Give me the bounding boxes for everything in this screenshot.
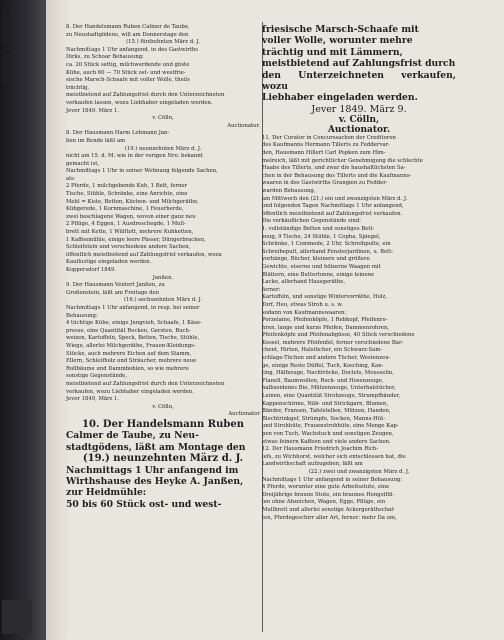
right-column-line: Flanell, Baumwollen, Rock- und Hosenzeuge, <box>262 377 384 384</box>
right-column-line: chent, Hirten, Halstücher, ein Schwarz-Sam- <box>262 347 383 354</box>
left-column-line: Kübgerede, 1 Kornmaschine, 1 Feuerherde, <box>66 206 184 213</box>
right-column-line: 4 Pferde, worunter eine gute Arbeitsstute, eine <box>262 484 390 491</box>
left-column-line: Schleifstein und verschiedene andere Sachen, <box>66 244 191 251</box>
left-column-line: Janßen. <box>152 274 174 281</box>
right-column-line: Haabe des Tillerts, und zwar die haushaltlichsten Sa- <box>262 165 406 172</box>
left-column-line: verkaufen lassen, wozu Liebhaber eingeladen werden. <box>66 99 213 106</box>
right-column-line: halbseidenes Bio, Mützenzeuge, Unterhalstücher, <box>262 385 396 392</box>
right-column-line: chen in der Behausung des Tillerts und die Kaufmanns- <box>262 172 412 179</box>
left-column-line: Kühe, auch 60 — 70 Stück ost- und westfrie- <box>66 69 186 76</box>
right-column-line: 12. Der Hausmann Friedrich Joachim Rich- <box>262 446 379 453</box>
left-column-line: Ellern, Schleifholz und Sträucher, mehrere neue <box>66 358 197 365</box>
right-column-line: Dreijährige braune Stute, ein braunes Hengstfül- <box>262 491 395 498</box>
left-column-line: ca. 20 Stück settig, milchwerdende und güste <box>66 61 190 68</box>
right-column-line: Kessel, mehrere Pfeifenfel, ferner verschiedene Bar- <box>262 339 404 346</box>
left-column-line: Jever 1849, März 1. <box>66 396 120 403</box>
left-column-line: 8. Der Hausmann Harm Lohmann Jan- <box>66 130 170 137</box>
left-column-line: Koppersdorf 1849. <box>66 267 117 273</box>
left-column-line: (16.) sechszehnten März d. J. <box>123 297 203 304</box>
right-column-line: am Mittwoch den (21.) ein und zwanzigsten März d. J. <box>262 195 408 202</box>
left-column-line: 10. Der Handelsmann Ruben <box>82 418 244 430</box>
left-column-line: gemacht ist, <box>66 160 100 167</box>
left-column-line: zur Heidmühle: <box>66 487 147 499</box>
spine-label-8: 8 <box>4 8 13 42</box>
right-column-line: hren, lange und kurze Pfeifen, Dammenrohren, <box>262 324 390 331</box>
left-column <box>66 24 260 510</box>
left-column-line: presse, eine Quantität Rocken, Gersten, Buch- <box>66 327 191 334</box>
left-column-line: Wiege, allerlei Milchgeräthe, Frauen-Kleidungs- <box>66 342 196 349</box>
right-column-line: Landwirthschaft aufzugeben, läßt am <box>262 461 363 468</box>
left-column-line: 1 Kaffeemühle, einige leere Fässer, Düngerbracken, <box>66 236 206 243</box>
left-column-line: zu Neustadtgödens, will am Donnerstage den <box>66 31 189 38</box>
left-column-line: stadtgödens, läßt am Montage den <box>66 441 246 453</box>
left-column-line: meistbietend auf Zahlungsfrist durch den Unterzeichneten <box>66 380 225 387</box>
left-column-line: als: <box>66 175 76 182</box>
binder-clip <box>2 600 32 634</box>
left-column-line: Mehl = Kiste, Betten, Küchen- und Milchgeräthe, <box>66 198 199 205</box>
left-column-line: Auctionator <box>228 411 260 418</box>
right-column-line: zeug, 9 Tische, 24 Stühle, 1 Copha, Spiegel, <box>262 233 381 240</box>
right-column-line: Leinen, eine Quantität Strohzeuge, Strumpfbänder, <box>262 393 401 400</box>
left-column-line: Nachmittags 1 Uhr anfangend, in resp. bei seiner <box>66 304 200 311</box>
left-column-line: Großenstein, läßt am Freitage den <box>66 289 160 296</box>
right-column-line: Gewichte, eiserne und hölzerne Waagen mit <box>262 263 381 270</box>
left-column-line: Behausung: <box>66 312 98 319</box>
right-column-line: meistbietend auf Zahlungsfrist durch <box>262 58 456 70</box>
right-column-line: Blättern, eine Buttertonne, einige leinene <box>262 271 375 278</box>
left-column-line: sonstige Gegenstände, <box>66 373 127 380</box>
left-column-line: Tische, Stühle, Schränke, eine Anrichte, eine <box>66 191 188 198</box>
spine-label-9: 9 <box>4 48 13 82</box>
right-column-line: Pfeifenköpfe und Pfeifenabgüsse, 40 Stück verschiedene <box>262 332 415 339</box>
right-column-line: Porzelaine, Pfeifenköpfe, 1 Rebkopf, Pfeifenro- <box>262 317 388 324</box>
right-column-line: Liebhaber eingeladen werden. <box>262 92 418 104</box>
right-column-line: Blechtrinkgef, Strümpfe, Socken, Manns-Hüt- <box>262 415 386 422</box>
book-binding-shadow <box>0 0 48 640</box>
left-column-line: nicht am 15. d. M. wie in der vorigen Nro. bekannt <box>66 153 203 160</box>
right-column-line: öffentlich meistbietend auf Zahlungsfrist verkaufen. <box>262 210 403 217</box>
right-column-line: Torf, Heu, etwas Stroh u. s. w. <box>262 301 343 308</box>
left-column-line: Rollbäume und Dammbohlen, so wie mehrere <box>66 365 189 372</box>
left-column-line: Calmer de Taube, zu Neu- <box>66 430 199 442</box>
right-column-line: Mullbrett und allerlei sonstige Ackergeräthschaf- <box>262 506 395 513</box>
right-column-line: voller Wolle, worunter mehre <box>262 35 413 47</box>
left-column-line: Nachmittags 1 Uhr anfangend, in des Gastwirths <box>66 46 199 53</box>
right-column-line: den, Hausmann Hillert Carl Popken zum Him- <box>262 150 386 157</box>
left-column-line: Kauflustige eingeladen werden. <box>66 259 152 266</box>
left-column-line: verkaufen, wozu Liebhaber eingeladen werden. <box>66 388 195 395</box>
right-column-line: ge, einige Reste Düffel, Tuch, Kosching, Kan- <box>262 362 384 369</box>
left-column-line: zwei beschlagene Wagen, wovon einer ganz neu <box>66 213 196 220</box>
left-column-line: Stücke, auch mehrere Eichen auf dem Stamm, <box>66 350 192 357</box>
right-column-line: Nachmittags 1 Uhr anfangend in seiner Behausung: <box>262 476 403 483</box>
right-column-line: schlage-Tüchen und andere Tücher, Westenzeu- <box>262 355 391 362</box>
left-column-line: meistbietend auf Zahlungsfrist durch den Unterzeichneten <box>66 92 225 99</box>
right-column-line: 1. vollständige Betten und sonstiges Bett- <box>262 225 375 232</box>
right-column-line: melreich, läßt mit gerichtlicher Genehmigung die schlechte <box>262 157 423 164</box>
right-column-line: ting, Hälfzeuge, Nachtröcke, Doclets, Mousselin, <box>262 370 394 377</box>
right-column-line: Kappenschirme, Näh- und Strickgarn, Blumen, <box>262 400 389 407</box>
right-column-line: Kartoffeln, und sonstige Wintervorräthe, Holz, <box>262 294 387 301</box>
left-column-line: Nachmittags 1 Uhr in seiner Wohnung folgende Sachen, <box>66 168 218 175</box>
left-column-line: (15.) fünfzehnten März d. J. <box>126 39 200 46</box>
left-column-line: brett mit Kette, 1 Wülltott, mehrere Kuhketten, <box>66 229 194 236</box>
left-column-line: 9. Der Hausmann Ventert Janßen, zu <box>66 282 165 289</box>
right-column-line: ferner: <box>262 286 281 293</box>
left-column-line: v. Cölln, <box>152 115 174 122</box>
right-column-line: ten, Pferdegeschirr aller Art, ferner: mehr Da um, <box>262 514 397 521</box>
right-column-line: Die verkäuflichen Gegenstände sind: <box>262 218 361 225</box>
left-column-line: Nachmittags 1 Uhr anfangend im <box>66 464 239 476</box>
right-column-line: den Unterzeichneten verkaufen, wozu <box>262 69 456 93</box>
left-column-line: sische Marsch-Schaafe mit voller Wolle, theils <box>66 77 190 84</box>
right-column-line: (22.) zwei und zwanzigsten März d. J. <box>308 468 410 475</box>
right-column-line: v. Cölln, <box>338 114 380 125</box>
right-column-line: lefs, zu Wichhorst, welcher sich entschlossen hat, die <box>262 453 406 460</box>
right-column-line: Jever 1849. März 9. <box>311 103 407 115</box>
left-column-line: öffentlich meistbietend auf Zahlungsfrist verkaufen, wozu <box>66 251 222 258</box>
left-column-line: Auctionator. <box>227 122 260 129</box>
left-column-line: (19.) neunzehnten März d. J. <box>82 453 244 465</box>
right-column-line: Lacke, allerhand Hausgeräthe, <box>262 279 346 286</box>
left-column-line: Wirthshause des Heyke A. Janßen, <box>66 475 244 487</box>
right-column-line: Schränke, 1 Commode, 2 Uhr, Schreibpulte, ein <box>262 241 391 248</box>
left-column-line: trächtig, <box>66 84 90 91</box>
right-column-line: Auctionator. <box>327 124 391 135</box>
right-column-line: 11. Der Curator in Concurssachen der Creditoren <box>262 134 396 141</box>
right-column-line: und folgenden Tagen Nachmittags 1 Uhr anfangend, <box>262 203 404 210</box>
right-column-line: waaren in des Gastwirths Grangien zu Fedder- <box>262 180 388 187</box>
left-column-line: 2 Pferde, 1 milchgebende Kuh, 1 Bett, ferner <box>66 183 188 190</box>
right-column-line: etwas feinern Kaffeen und viele andere Sachen. <box>262 438 391 445</box>
right-column-line: Bänder, Fransen, Tafelstellen, Mützen, Handen, <box>262 408 391 415</box>
right-column-line: trächtig und mit Lämmern, <box>262 46 403 58</box>
left-column-line: (19.) neunzehnten März d. J. <box>124 145 202 152</box>
right-column <box>262 24 456 522</box>
left-column-line: 2 Pflüge, 4 Eggen, 1 Ausdreschegde, 1 Mull- <box>66 221 186 228</box>
right-column-line: warden Behausung, <box>262 188 316 194</box>
right-column-line: vorhänge, Bücher, kleinere und größere <box>262 256 370 263</box>
left-column-line: Jever 1849. März 1. <box>66 107 120 114</box>
left-column-line: weizen, Kartoffeln, Speck, Betten, Tische, Stühle, <box>66 335 200 342</box>
right-column-line: len ohne Abzeichen, Wagen, Egge, Pflüge, ein <box>262 499 386 506</box>
left-column-line: ßen im Bende läßt am <box>66 137 126 144</box>
left-column-line: 4 tüchtige Kühe, einige Jungvieh, Schaafe, 1 Käse- <box>66 320 202 327</box>
left-column-line: 50 bis 60 Stück ost- und west- <box>66 498 222 510</box>
left-column-line: Dirks, zu Schoar Behausung: <box>66 54 144 61</box>
right-column-line: pen von Tuch, Wachstuch und sonstigen Zeugen, <box>262 431 394 437</box>
left-column-line: 8. Der Handelsmann Ruben Calmer de Taube, <box>66 24 190 30</box>
right-column-line: Schreibepult, allerhand Fensterjardinen, u. Bett- <box>262 248 394 255</box>
right-column-line: sodann von Kaufmannswaaren: <box>262 309 347 316</box>
right-column-line: friesische Marsch-Schaafe mit <box>262 24 419 35</box>
right-column-line: des Kaufmanns Hermann Tillerts zu Feddervar- <box>262 142 390 149</box>
right-column-line: und Strohhüte, Frauenstrohhüte, eine Menge Kap- <box>262 423 399 430</box>
left-column-line: v. Cölln, <box>152 403 174 410</box>
